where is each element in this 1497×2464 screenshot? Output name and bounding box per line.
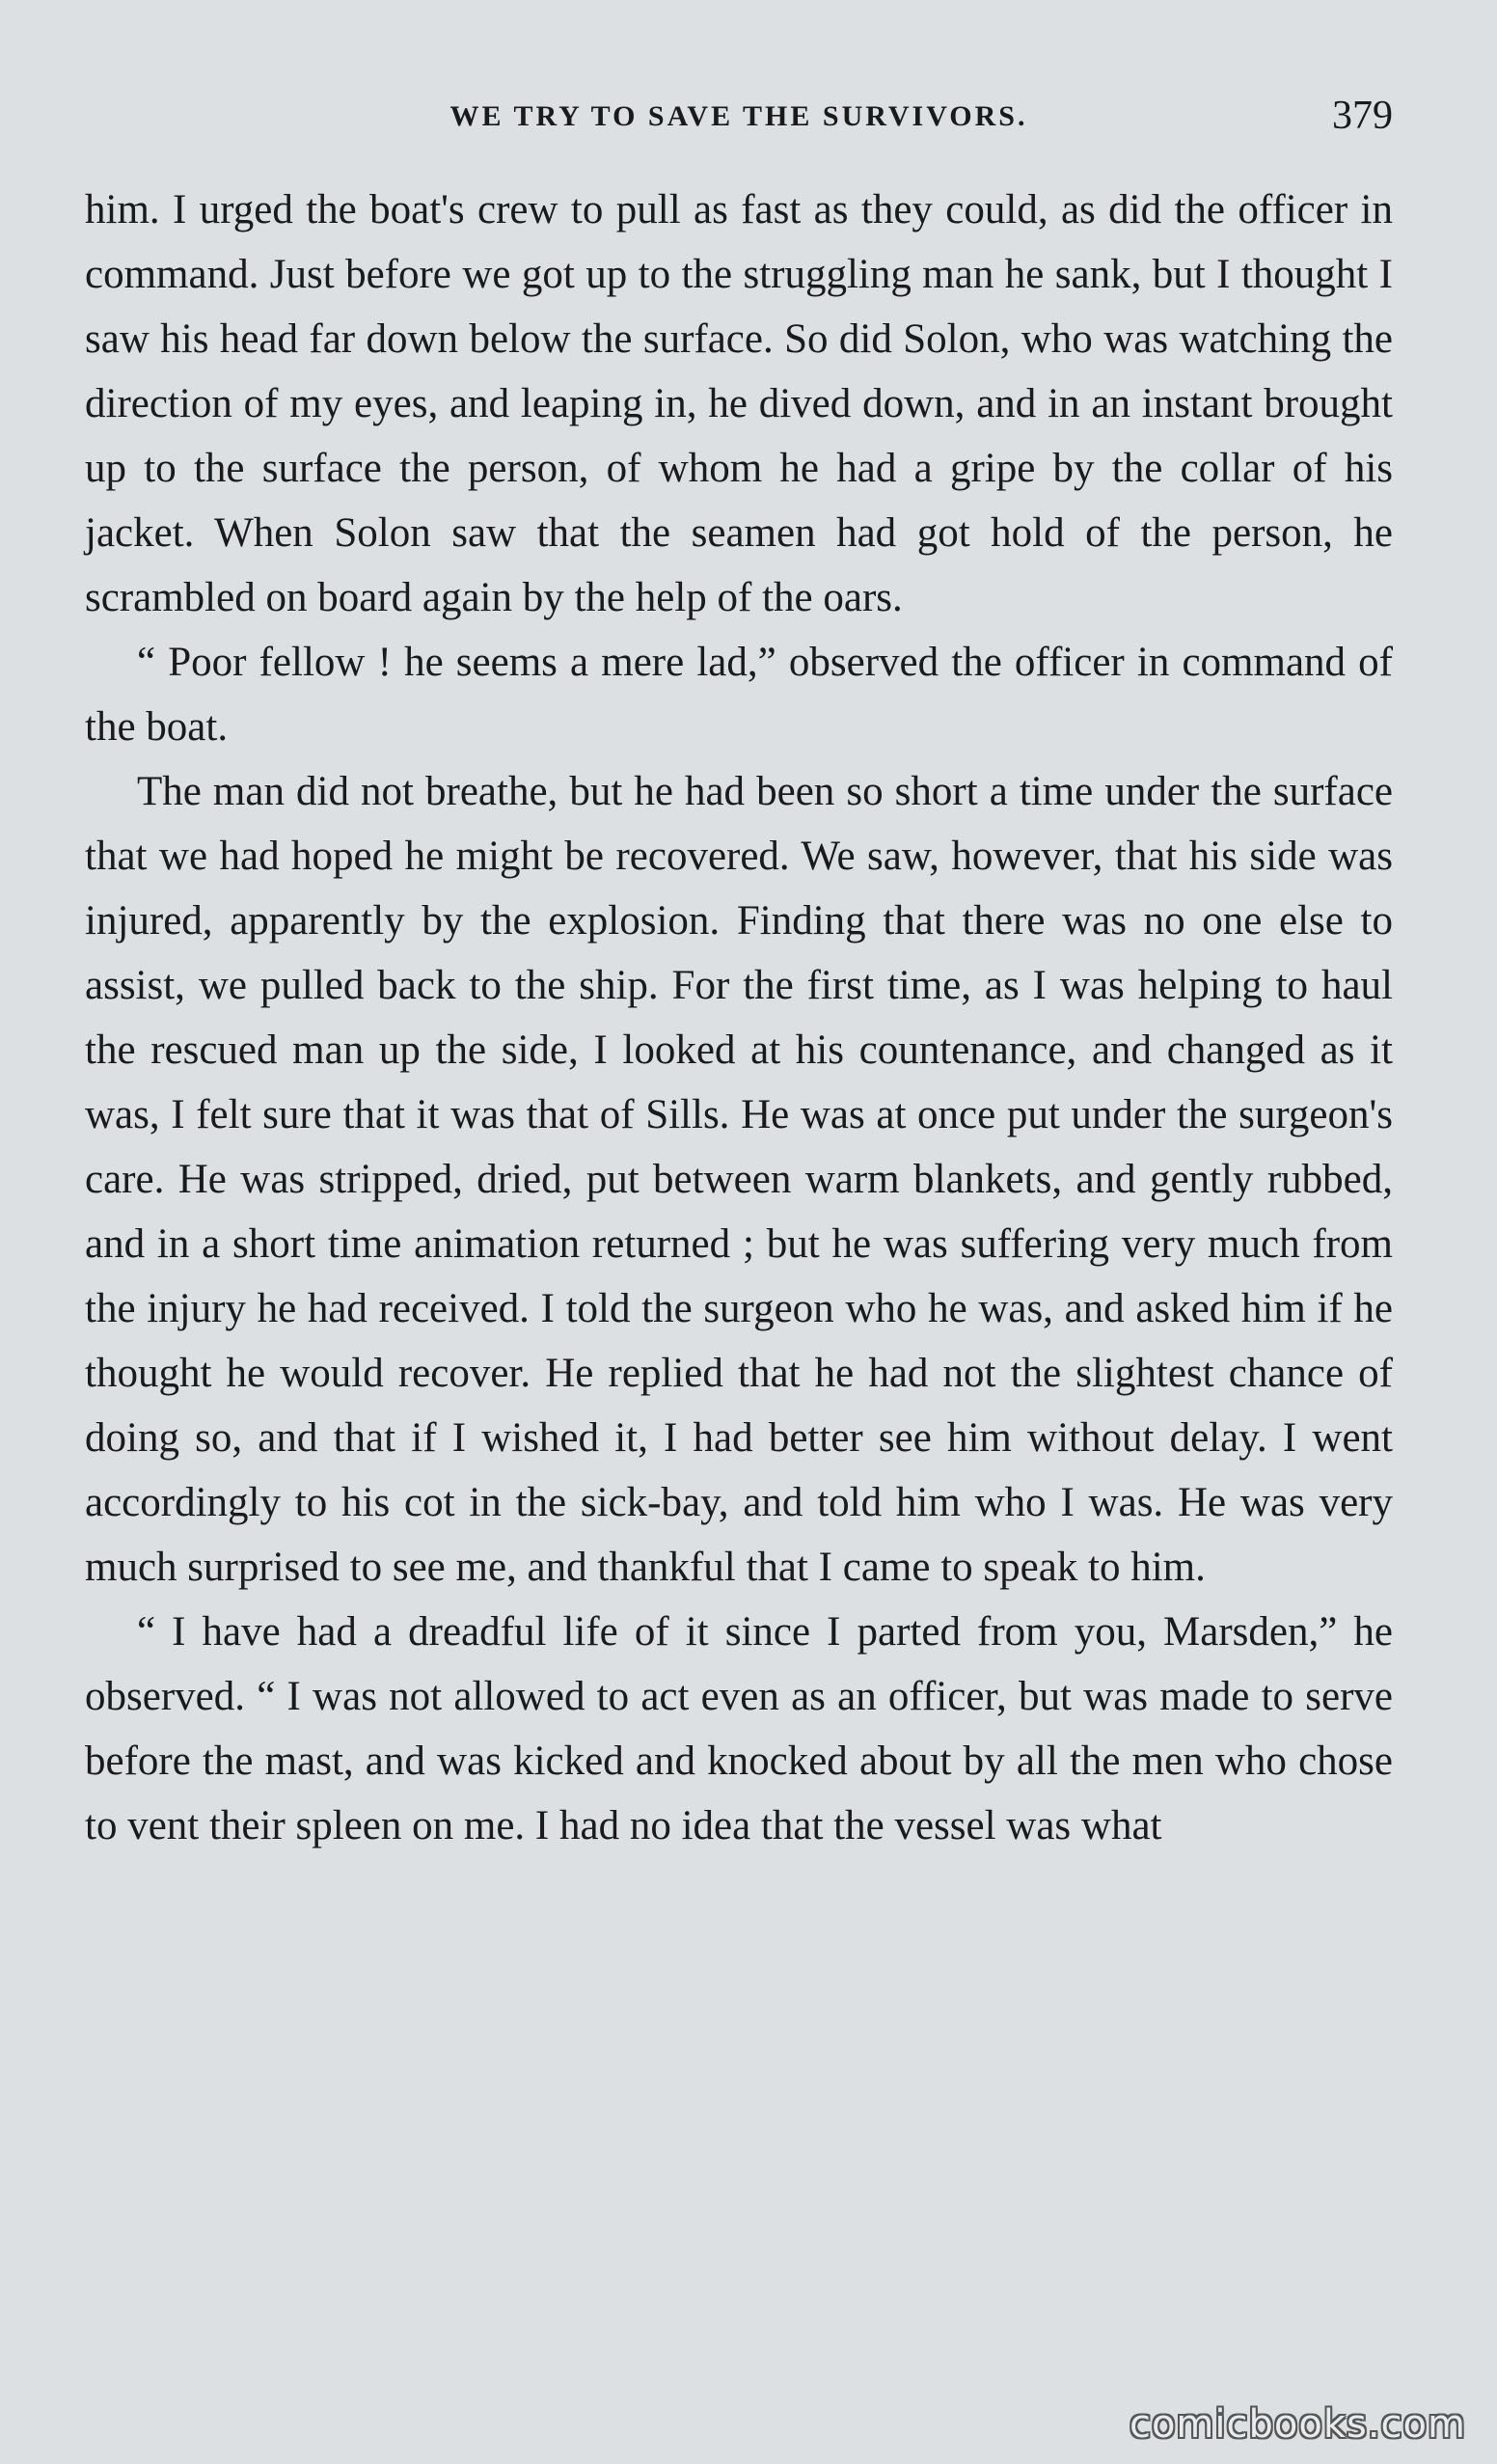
paragraph: The man did not breathe, but he had been so short a time under the surface that we had hoped he might be recovered. We saw, however, that his side was injured, apparently by the explosion. Finding that there was no one else to assist, we pulled back to the ship. For the first time, as I was helping to haul the rescued man up the side, I looked at his countenance, and changed as it was, I felt sure that it was that of Sills. He was at once put under the surgeon's care. He was stripped, dried, put between warm blankets, and gently rubbed, and in a short time animation returned ; but he was suffering very much from the injury he had received. I told the surgeon who he was, and asked him if he thought he would recover. He replied that he had not the slightest chance of doing so, and that if I wished it, I had better see him without delay. I went accordingly to his cot in the sick-bay, and told him who I was. He was very much surprised to see me, and thankful that I came to speak to him. [85, 769, 1393, 1590]
paragraph: “ Poor fellow ! he seems a mere lad,” observed the officer in command of the boat. [85, 640, 1393, 750]
paragraph: “ I have had a dreadful life of it since I parted from you, Marsden,” he observed. “ I was not allowed to act even as an officer, but was made to serve before the mast, and was kicked and knocked about by all the men who chose to vent their spleen on me. I had no idea that the vessel was what [85, 1609, 1393, 1848]
paragraph: him. I urged the boat's crew to pull as fast as they could, as did the officer in command. Just before we got up to the struggling man he sank, but I thought I saw his head far down below the surface. So did Solon, who was watching the direction of my eyes, and leaping in, he dived down, and in an instant brought up to the surface the person, of whom he had a gripe by the collar of his jacket. When Solon saw that the seamen had got hold of the person, he scrambled on board again by the help of the oars. [85, 187, 1393, 620]
watermark: comicbooks.com [1129, 2402, 1466, 2447]
body-text [85, 178, 1393, 1858]
running-title: WE TRY TO SAVE THE SURVIVORS. [449, 100, 1028, 132]
page-number: 379 [1332, 94, 1393, 138]
running-head [85, 89, 1393, 147]
